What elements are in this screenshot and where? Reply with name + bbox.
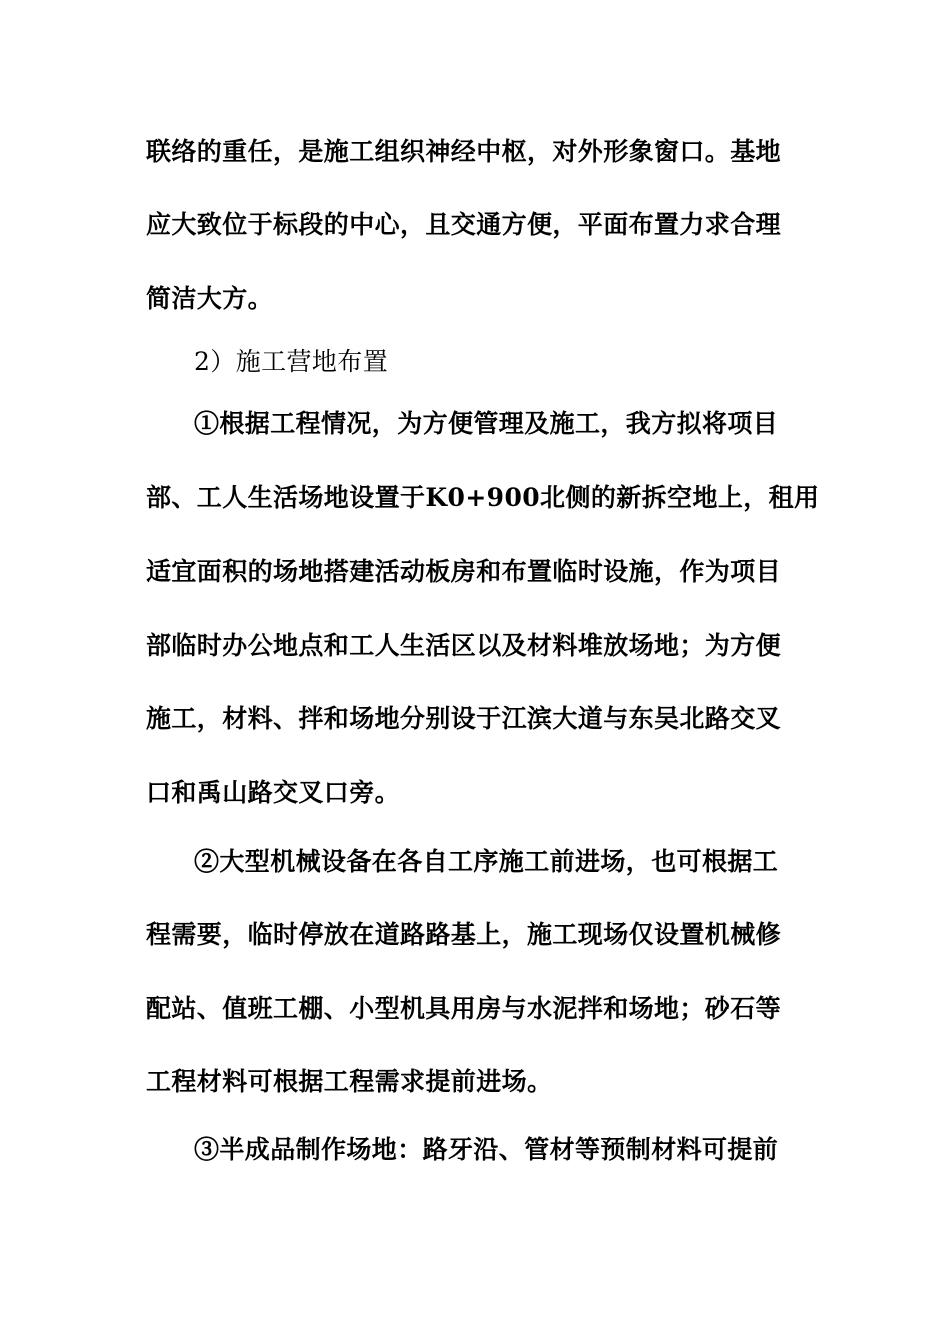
paragraph-line: ①根据工程情况，为方便管理及施工，我方拟将项目	[194, 409, 779, 438]
paragraph-line: 简洁大方。	[146, 284, 274, 313]
paragraph-line: 配站、值班工棚、小型机具用房与水泥拌和场地；砂石等	[146, 994, 782, 1023]
section-heading: 2）施工营地布置	[194, 347, 389, 376]
paragraph-line: 工程材料可根据工程需求提前进场。	[146, 1067, 553, 1096]
paragraph-line: 部临时办公地点和工人生活区以及材料堆放场地；为方便	[146, 631, 782, 660]
paragraph-line: ②大型机械设备在各自工序施工前进场，也可根据工	[194, 847, 779, 876]
paragraph-line: 联络的重任，是施工组织神经中枢，对外形象窗口。基地	[146, 137, 782, 166]
paragraph-line: ③半成品制作场地：路牙沿、管材等预制材料可提前	[194, 1135, 779, 1164]
paragraph-line: 应大致位于标段的中心，且交通方便，平面布置力求合理	[146, 210, 782, 239]
paragraph-line: 部、工人生活场地设置于K0+900北侧的新拆空地上，租用	[146, 483, 820, 512]
paragraph-line: 适宜面积的场地搭建活动板房和布置临时设施，作为项目	[146, 557, 782, 586]
paragraph-line: 程需要，临时停放在道路路基上，施工现场仅设置机械修	[146, 920, 782, 949]
paragraph-line: 口和禹山路交叉口旁。	[146, 778, 401, 807]
paragraph-line: 施工，材料、拌和场地分别设于江滨大道与东吴北路交叉	[146, 704, 782, 733]
